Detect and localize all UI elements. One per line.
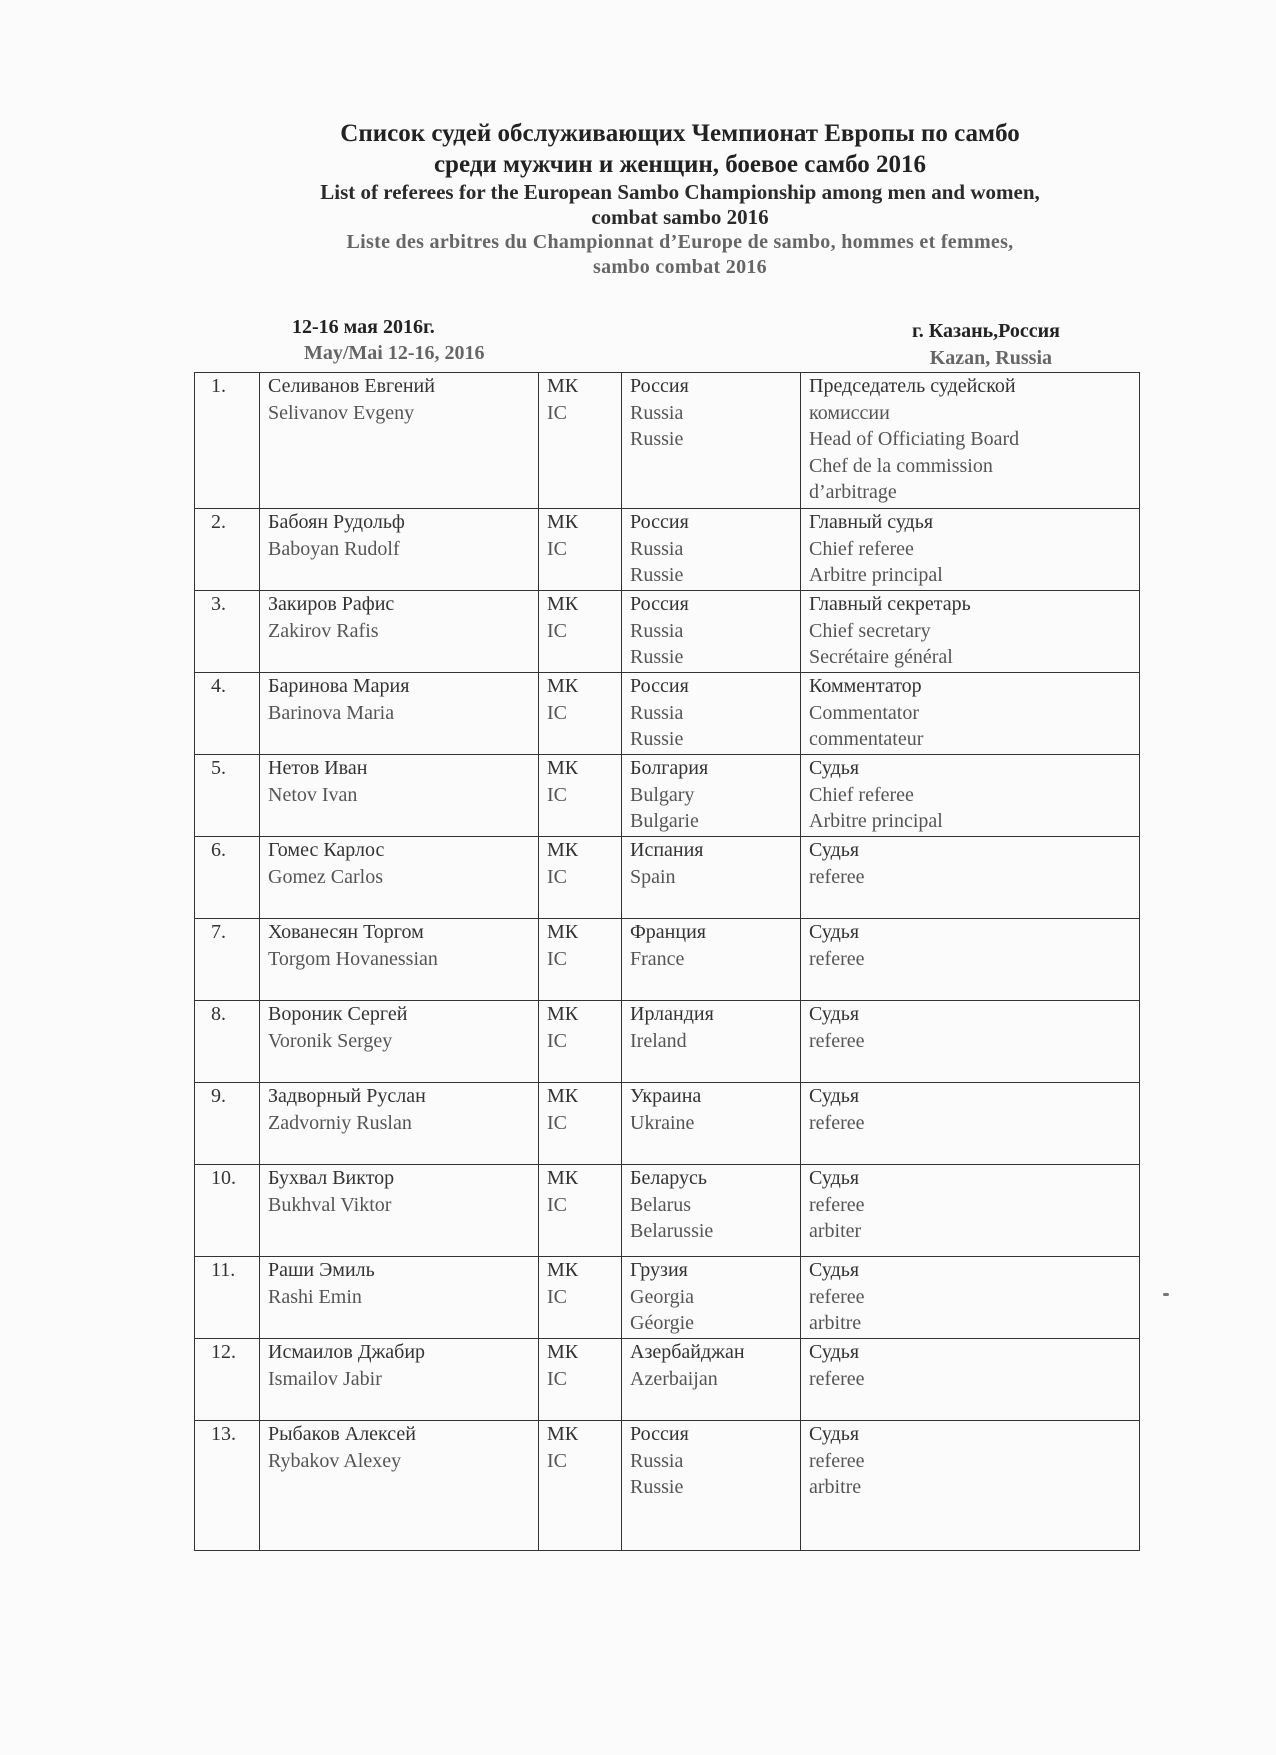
- referee-role: [801, 919, 1140, 1001]
- row-number: 2.: [195, 509, 260, 591]
- title-ru-line1: Список судей обслуживающих Чемпионат Европы по самбо: [340, 120, 1020, 147]
- referee-rank-line: МК: [547, 921, 579, 943]
- referee-country-line: France: [630, 947, 685, 970]
- referee-country-line: Azerbaijan: [630, 1367, 718, 1390]
- referee-rank-line: МК: [547, 1423, 579, 1445]
- scan-artifact: [1163, 1293, 1169, 1296]
- referee-country-line: Грузия: [630, 1259, 688, 1281]
- referee-country-line: Россия: [630, 1423, 689, 1445]
- row-number: 8.: [195, 1001, 260, 1083]
- referee-name-ru: Гомес Карлос: [268, 839, 385, 861]
- referee-name-ru: Хованесян Торгом: [268, 921, 424, 943]
- referee-country-line: Bulgarie: [630, 810, 699, 832]
- referee-country-line: Belarus: [630, 1193, 692, 1216]
- referee-rank: [539, 673, 622, 755]
- referee-country: [622, 1257, 801, 1339]
- row-number: 1.: [195, 373, 260, 509]
- table-row: [195, 673, 1140, 755]
- referee-rank-line: IC: [547, 1029, 567, 1052]
- referee-rank-line: МК: [547, 675, 579, 697]
- referee-role-line: Chief secretary: [809, 619, 931, 642]
- referee-country: [622, 919, 801, 1001]
- referee-country-line: Ireland: [630, 1029, 687, 1052]
- referee-role-line: Главный секретарь: [809, 593, 971, 615]
- referee-name-ru: Селиванов Евгений: [268, 375, 435, 397]
- referee-role-line: Судья: [809, 1259, 860, 1281]
- referee-country: [622, 755, 801, 837]
- referee-name-cell: [260, 591, 539, 673]
- referee-country: [622, 1165, 801, 1257]
- referee-rank-line: МК: [547, 1003, 579, 1025]
- table-row: [195, 1257, 1140, 1339]
- referee-name-ru: Задворный Руслан: [268, 1085, 426, 1107]
- table-row: [195, 591, 1140, 673]
- referee-country: [622, 1001, 801, 1083]
- referee-role: [801, 1257, 1140, 1339]
- row-number: 13.: [195, 1421, 260, 1551]
- referee-role-line: Судья: [809, 839, 860, 861]
- referee-role-line: Arbitre principal: [809, 810, 943, 832]
- table-row: [195, 1421, 1140, 1551]
- referee-country-line: Россия: [630, 675, 689, 697]
- referee-name-ru: Нетов Иван: [268, 757, 368, 779]
- referee-name-cell: [260, 1421, 539, 1551]
- referee-role-line: Главный судья: [809, 511, 934, 533]
- referee-country-line: Russia: [630, 701, 684, 724]
- referee-role-line: Судья: [809, 1085, 860, 1107]
- referee-country-line: Азербайджан: [630, 1341, 745, 1363]
- referee-name-ru: Рыбаков Алексей: [268, 1423, 416, 1445]
- referee-name-en: Rybakov Alexey: [268, 1449, 402, 1472]
- referee-role-line: referee: [809, 947, 865, 970]
- referee-country: [622, 837, 801, 919]
- referee-country-line: Russia: [630, 619, 684, 642]
- referee-country-line: Болгария: [630, 757, 709, 779]
- referee-name-cell: [260, 373, 539, 509]
- referee-rank-line: IC: [547, 1449, 567, 1472]
- row-number: 12.: [195, 1339, 260, 1421]
- referee-rank: [539, 1257, 622, 1339]
- table-row: [195, 919, 1140, 1001]
- document-title: [180, 118, 1180, 280]
- referee-role-line: arbitre: [809, 1476, 862, 1498]
- referee-name-en: Zakirov Rafis: [268, 619, 379, 642]
- referee-country: [622, 591, 801, 673]
- referee-country-line: Франция: [630, 921, 706, 943]
- referee-role-line: Судья: [809, 757, 860, 779]
- referee-role-line: referee: [809, 1111, 865, 1134]
- referee-rank-line: IC: [547, 1367, 567, 1390]
- referee-role-line: referee: [809, 1449, 865, 1472]
- referee-role-line: Судья: [809, 1341, 860, 1363]
- referee-rank-line: МК: [547, 375, 579, 397]
- referee-country: [622, 1421, 801, 1551]
- referee-country-line: Россия: [630, 593, 689, 615]
- referee-country: [622, 1339, 801, 1421]
- row-number: 7.: [195, 919, 260, 1001]
- referee-rank-line: IC: [547, 701, 567, 724]
- referee-rank: [539, 591, 622, 673]
- referee-rank-line: IC: [547, 1193, 567, 1216]
- referee-rank-line: IC: [547, 401, 567, 424]
- title-en-line2: combat sambo 2016: [591, 205, 769, 229]
- referee-rank-line: IC: [547, 947, 567, 970]
- referee-country-line: Russia: [630, 537, 684, 560]
- referee-country-line: Россия: [630, 511, 689, 533]
- referee-rank-line: МК: [547, 511, 579, 533]
- referee-rank-line: IC: [547, 537, 567, 560]
- referee-rank: [539, 1083, 622, 1165]
- referee-rank-line: IC: [547, 619, 567, 642]
- referee-role-line: commentateur: [809, 728, 924, 750]
- referee-rank: [539, 373, 622, 509]
- referee-role: [801, 673, 1140, 755]
- referee-role: [801, 1083, 1140, 1165]
- referee-name-ru: Закиров Рафис: [268, 593, 395, 615]
- referee-country-line: Украина: [630, 1085, 702, 1107]
- referee-name-cell: [260, 509, 539, 591]
- referee-name-ru: Раши Эмиль: [268, 1259, 375, 1281]
- referee-country-line: Россия: [630, 375, 689, 397]
- referee-rank-line: МК: [547, 1341, 579, 1363]
- referee-country-line: Bulgary: [630, 783, 695, 806]
- referee-country-line: Беларусь: [630, 1167, 707, 1189]
- referee-name-en: Voronik Sergey: [268, 1029, 393, 1052]
- row-number: 11.: [195, 1257, 260, 1339]
- referee-country-line: Russie: [630, 564, 684, 586]
- table-row: [195, 755, 1140, 837]
- referee-role-line: Chef de la commission: [809, 454, 993, 477]
- referee-rank: [539, 1001, 622, 1083]
- referee-country-line: Géorgie: [630, 1312, 695, 1334]
- referee-role-line: referee: [809, 1367, 865, 1390]
- referee-country: [622, 373, 801, 509]
- event-date-ru: 12-16 мая 2016г.: [292, 316, 435, 338]
- referee-role-line: referee: [809, 865, 865, 888]
- table-row: [195, 1083, 1140, 1165]
- referee-name-ru: Бабоян Рудольф: [268, 511, 405, 533]
- table-row: [195, 837, 1140, 919]
- referee-rank-line: МК: [547, 839, 579, 861]
- referee-role-line: Commentator: [809, 701, 919, 724]
- referee-country-line: Georgia: [630, 1285, 695, 1308]
- referee-role: [801, 1339, 1140, 1421]
- title-fr-line1: Liste des arbitres du Championnat d’Europe de sambo, hommes et femmes,: [346, 231, 1014, 253]
- referee-country-line: Ирландия: [630, 1003, 714, 1025]
- referee-country-line: Belarussie: [630, 1220, 714, 1242]
- referee-rank-line: МК: [547, 757, 579, 779]
- event-date-en: May/Mai 12-16, 2016: [304, 342, 485, 364]
- referee-name-cell: [260, 919, 539, 1001]
- referee-country: [622, 673, 801, 755]
- row-number: 3.: [195, 591, 260, 673]
- referee-name-cell: [260, 1339, 539, 1421]
- referee-role-line: d’arbitrage: [809, 481, 897, 503]
- referee-name-cell: [260, 1083, 539, 1165]
- referee-country-line: Russia: [630, 1449, 684, 1472]
- referee-rank-line: IC: [547, 783, 567, 806]
- referee-name-cell: [260, 755, 539, 837]
- referee-name-en: Ismailov Jabir: [268, 1367, 382, 1390]
- referee-role-line: referee: [809, 1193, 865, 1216]
- referee-role-line: Secrétaire général: [809, 646, 953, 668]
- row-number: 9.: [195, 1083, 260, 1165]
- referee-role: [801, 755, 1140, 837]
- referee-rank-line: IC: [547, 1111, 567, 1134]
- referee-rank-line: МК: [547, 593, 579, 615]
- referee-rank: [539, 1165, 622, 1257]
- referee-name-en: Baboyan Rudolf: [268, 537, 400, 560]
- referee-role: [801, 509, 1140, 591]
- referee-country-line: Russie: [630, 646, 684, 668]
- referee-country-line: Spain: [630, 865, 676, 888]
- referee-name-en: Torgom Hovanessian: [268, 947, 438, 970]
- referee-role: [801, 837, 1140, 919]
- referee-role: [801, 373, 1140, 509]
- row-number: 10.: [195, 1165, 260, 1257]
- referee-country-line: Russie: [630, 728, 684, 750]
- referee-country-line: Russia: [630, 401, 684, 424]
- referee-role-line: Chief referee: [809, 783, 914, 806]
- referee-name-en: Selivanov Evgeny: [268, 401, 415, 424]
- referee-rank: [539, 1421, 622, 1551]
- title-ru-line2: среди мужчин и женщин, боевое самбо 2016: [433, 151, 927, 178]
- referee-role-line: Судья: [809, 1423, 860, 1445]
- referee-country-line: Russie: [630, 428, 684, 450]
- referee-name-ru: Вороник Сергей: [268, 1003, 408, 1025]
- referee-name-cell: [260, 1257, 539, 1339]
- row-number: 5.: [195, 755, 260, 837]
- referee-country: [622, 1083, 801, 1165]
- referee-name-en: Zadvorniy Ruslan: [268, 1111, 412, 1134]
- referee-role-line: Судья: [809, 1003, 860, 1025]
- referee-rank-line: МК: [547, 1085, 579, 1107]
- referee-name-ru: Бухвал Виктор: [268, 1167, 395, 1189]
- referee-name-ru: Исмаилов Джабир: [268, 1341, 426, 1363]
- row-number: 4.: [195, 673, 260, 755]
- referee-role-line: referee: [809, 1285, 865, 1308]
- referee-name-cell: [260, 837, 539, 919]
- referee-role-line: referee: [809, 1029, 865, 1052]
- referee-role: [801, 1421, 1140, 1551]
- referee-role-line: Комментатор: [809, 675, 922, 697]
- referee-role-line: Председатель судейской: [809, 375, 1016, 397]
- referee-role-line: Судья: [809, 1167, 860, 1189]
- referee-name-cell: [260, 1165, 539, 1257]
- table-row: [195, 373, 1140, 509]
- referee-country-line: Russie: [630, 1476, 684, 1498]
- referee-name-en: Netov Ivan: [268, 783, 358, 806]
- referee-role-line: Судья: [809, 921, 860, 943]
- referee-rank: [539, 919, 622, 1001]
- referee-role-line: комиссии: [809, 401, 890, 424]
- title-fr-line2: sambo combat 2016: [593, 256, 767, 278]
- referee-rank: [539, 837, 622, 919]
- row-number: 6.: [195, 837, 260, 919]
- referee-rank: [539, 755, 622, 837]
- referee-role: [801, 1165, 1140, 1257]
- referee-role-line: arbitre: [809, 1312, 862, 1334]
- referee-name-cell: [260, 673, 539, 755]
- referee-name-en: Barinova Maria: [268, 701, 395, 724]
- referee-role-line: arbiter: [809, 1220, 862, 1242]
- referee-role-line: Arbitre principal: [809, 564, 943, 586]
- table-row: [195, 509, 1140, 591]
- referee-role: [801, 591, 1140, 673]
- referees-table-body: [195, 373, 1140, 1551]
- referee-rank-line: IC: [547, 1285, 567, 1308]
- referees-table: [194, 372, 1140, 1551]
- referee-rank-line: МК: [547, 1259, 579, 1281]
- referee-role-line: Chief referee: [809, 537, 914, 560]
- referee-rank-line: IC: [547, 865, 567, 888]
- referee-name-en: Bukhval Viktor: [268, 1193, 392, 1216]
- title-en-line1: List of referees for the European Sambo Championship among men and women,: [320, 180, 1040, 204]
- referee-country-line: Ukraine: [630, 1111, 695, 1134]
- table-row: [195, 1001, 1140, 1083]
- referee-name-ru: Баринова Мария: [268, 675, 410, 697]
- referee-rank: [539, 1339, 622, 1421]
- referee-role: [801, 1001, 1140, 1083]
- referee-country-line: Испания: [630, 839, 704, 861]
- referee-country: [622, 509, 801, 591]
- table-row: [195, 1339, 1140, 1421]
- referee-role-line: Head of Officiating Board: [809, 428, 1020, 450]
- referee-rank-line: МК: [547, 1167, 579, 1189]
- table-row: [195, 1165, 1140, 1257]
- referee-name-cell: [260, 1001, 539, 1083]
- referee-rank: [539, 509, 622, 591]
- event-location-ru: г. Казань,Россия: [911, 320, 1060, 342]
- referee-name-en: Gomez Carlos: [268, 865, 383, 888]
- referee-name-en: Rashi Emin: [268, 1285, 362, 1308]
- event-location-en: Kazan, Russia: [929, 347, 1052, 369]
